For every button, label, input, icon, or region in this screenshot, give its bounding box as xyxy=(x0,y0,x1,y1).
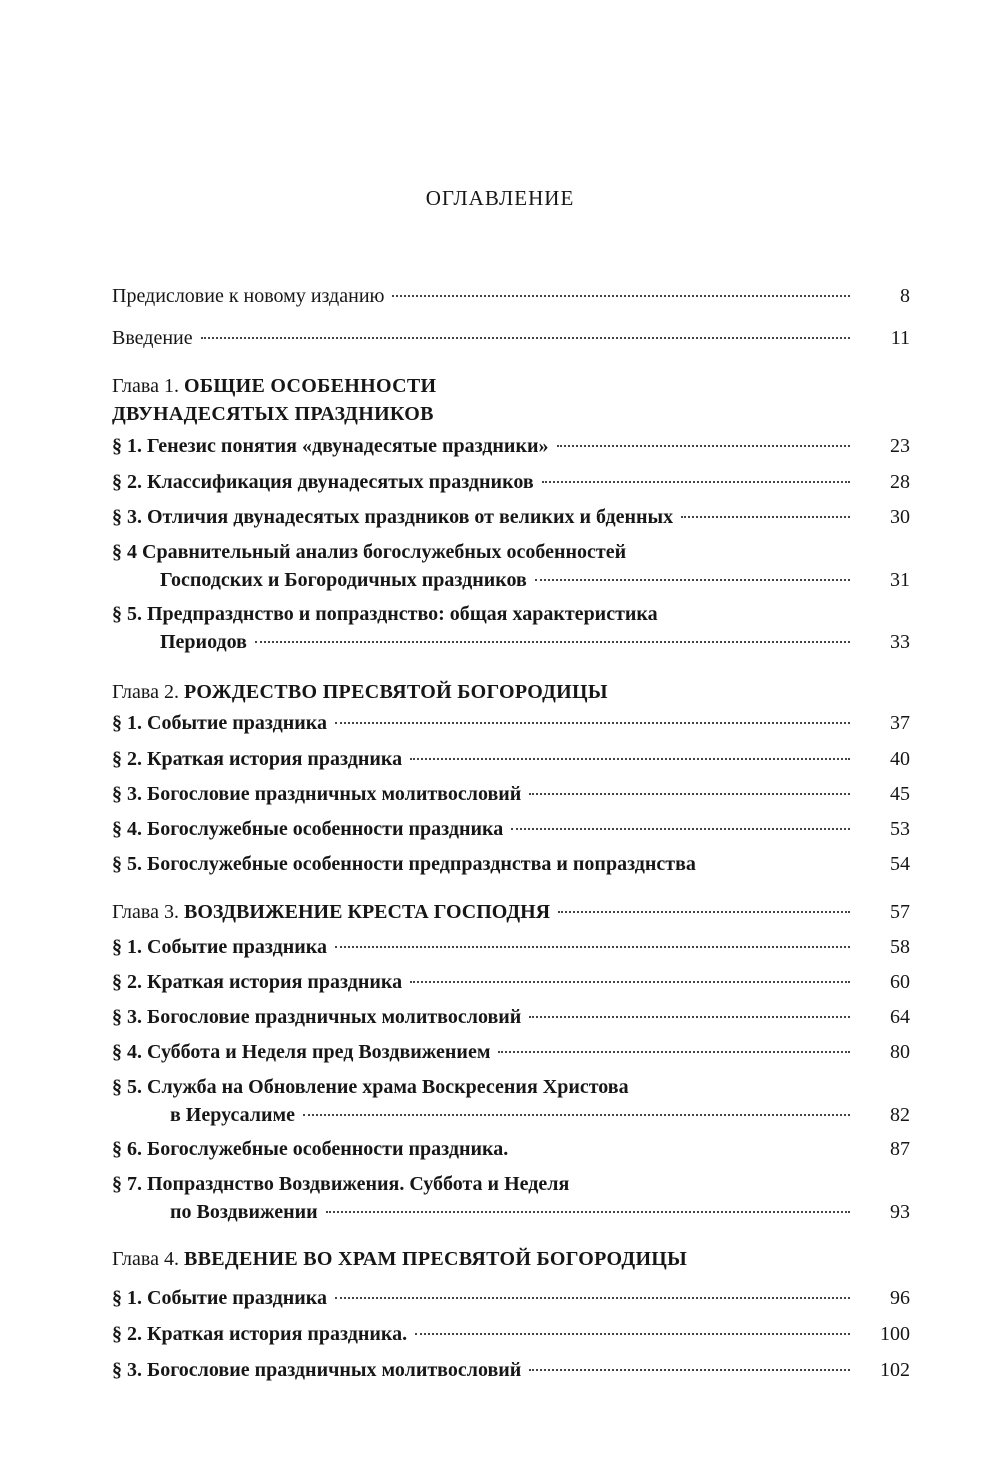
toc-entry-introduction[interactable] xyxy=(112,324,910,352)
dot-leader xyxy=(326,1211,850,1213)
dot-leader xyxy=(410,981,850,983)
entry-label: § 2. Классификация двунадесятых праздников xyxy=(112,471,534,493)
entry-label: § 7. Попразднство Воздвижения. Суббота и Неделя xyxy=(112,1173,570,1195)
chapter-title: ОБЩИЕ ОСОБЕННОСТИ xyxy=(183,375,437,397)
page-number: 11 xyxy=(890,327,910,349)
dot-leader xyxy=(335,1297,850,1299)
entry-label-line2: Периодов xyxy=(160,631,247,653)
page-number: 40 xyxy=(890,748,910,770)
entry-label: § 2. Краткая история праздника xyxy=(112,748,403,770)
chapter-title: РОЖДЕСТВО ПРЕСВЯТОЙ БОГОРОДИЦЫ xyxy=(183,681,608,703)
chapter-4-heading xyxy=(112,1245,910,1273)
entry-label: § 2. Краткая история праздника. xyxy=(112,1323,408,1345)
toc-entry-ch3-s3[interactable] xyxy=(112,1003,910,1031)
dot-leader xyxy=(255,641,850,643)
page-number: 33 xyxy=(890,631,910,653)
dot-leader xyxy=(542,481,850,483)
chapter-prefix: Глава 1. xyxy=(112,375,184,397)
page-number: 45 xyxy=(890,783,910,805)
toc-entry-ch2-s3[interactable] xyxy=(112,780,910,808)
entry-label: § 3. Богословие праздничных молитвословий xyxy=(112,1006,522,1028)
dot-leader xyxy=(410,758,850,760)
chapter-3-heading[interactable] xyxy=(112,898,910,926)
page-number: 100 xyxy=(880,1323,910,1345)
toc-entry-ch4-s1[interactable] xyxy=(112,1284,910,1312)
chapter-title-line2: ДВУНАДЕСЯТЫХ ПРАЗДНИКОВ xyxy=(112,403,434,425)
entry-label: § 3. Богословие праздничных молитвословий xyxy=(112,1359,522,1381)
dot-leader xyxy=(535,579,850,581)
page-number: 8 xyxy=(900,285,910,307)
entry-label: § 1. Событие праздника xyxy=(112,712,327,734)
dot-leader xyxy=(511,828,850,830)
page-number: 64 xyxy=(890,1006,910,1028)
dot-leader xyxy=(392,295,850,297)
page-number: 23 xyxy=(890,435,910,457)
page-number: 93 xyxy=(890,1201,910,1223)
chapter-prefix: Глава 2. xyxy=(112,681,184,703)
page-number: 28 xyxy=(890,471,910,493)
dot-leader xyxy=(558,911,850,913)
dot-leader xyxy=(681,516,850,518)
toc-entry-ch3-s2[interactable] xyxy=(112,968,910,996)
entry-label: § 1. Событие праздника xyxy=(112,1287,327,1309)
toc-entry-ch2-s2[interactable] xyxy=(112,745,910,773)
entry-label: Введение xyxy=(112,327,193,349)
toc-entry-ch3-s6[interactable] xyxy=(112,1135,910,1163)
page-number: 80 xyxy=(890,1041,910,1063)
page-number: 60 xyxy=(890,971,910,993)
chapter-title: ВОЗДВИЖЕНИЕ КРЕСТА ГОСПОДНЯ xyxy=(183,901,551,923)
dot-leader xyxy=(335,722,850,724)
page-number: 58 xyxy=(890,936,910,958)
chapter-prefix: Глава 3. xyxy=(112,901,184,923)
toc-entry-ch1-s5[interactable] xyxy=(112,600,910,656)
chapter-2-heading xyxy=(112,678,910,706)
chapter-title: ВВЕДЕНИЕ ВО ХРАМ ПРЕСВЯТОЙ БОГОРОДИЦЫ xyxy=(183,1248,688,1270)
dot-leader xyxy=(335,946,850,948)
entry-label: § 3. Отличия двунадесятых праздников от великих и бденных xyxy=(112,506,674,528)
page-number: 37 xyxy=(890,712,910,734)
toc-entry-ch4-s2[interactable] xyxy=(112,1320,910,1348)
entry-label: § 5. Богослужебные особенности предпразднства и попразднства xyxy=(112,853,696,875)
entry-label-line2: по Воздвижении xyxy=(170,1201,318,1223)
toc-entry-ch3-s5[interactable] xyxy=(112,1073,910,1129)
entry-label: § 6. Богослужебные особенности праздника. xyxy=(112,1138,509,1160)
entry-label: Предисловие к новому изданию xyxy=(112,285,385,307)
toc-entry-ch1-s1[interactable] xyxy=(112,432,910,460)
dot-leader xyxy=(303,1114,850,1116)
toc-entry-ch3-s1[interactable] xyxy=(112,933,910,961)
entry-label: § 4. Суббота и Неделя пред Воздвижением xyxy=(112,1041,491,1063)
dot-leader xyxy=(415,1333,850,1335)
toc-entry-ch2-s4[interactable] xyxy=(112,815,910,843)
toc-entry-ch2-s1[interactable] xyxy=(112,709,910,737)
dot-leader xyxy=(498,1051,850,1053)
page-number: 30 xyxy=(890,506,910,528)
toc-entry-ch3-s4[interactable] xyxy=(112,1038,910,1066)
entry-label: § 1. Событие праздника xyxy=(112,936,327,958)
entry-label: § 5. Служба на Обновление храма Воскресения Христова xyxy=(112,1076,629,1098)
dot-leader xyxy=(529,793,850,795)
toc-entry-ch3-s7[interactable] xyxy=(112,1170,910,1226)
entry-label-line2: в Иерусалиме xyxy=(170,1104,296,1126)
chapter-prefix: Глава 4. xyxy=(112,1248,184,1270)
toc-entry-ch1-s4[interactable] xyxy=(112,538,910,594)
page-number: 87 xyxy=(890,1138,910,1160)
toc-entry-preface[interactable] xyxy=(112,282,910,310)
entry-label: § 4 Сравнительный анализ богослужебных особенностей xyxy=(112,541,627,563)
dot-leader xyxy=(201,337,850,339)
toc-entry-ch1-s3[interactable] xyxy=(112,503,910,531)
page-number: 82 xyxy=(890,1104,910,1126)
entry-label: § 1. Генезис понятия «двунадесятые праздники» xyxy=(112,435,549,457)
toc-entry-ch4-s3[interactable] xyxy=(112,1356,910,1384)
entry-label: § 5. Предпразднство и попразднство: общая характеристика xyxy=(112,603,658,625)
dot-leader xyxy=(529,1369,850,1371)
page-number: 57 xyxy=(890,901,910,923)
chapter-1-heading xyxy=(112,372,910,428)
dot-leader xyxy=(529,1016,850,1018)
entry-label-line2: Господских и Богородичных праздников xyxy=(160,569,527,591)
page-number: 53 xyxy=(890,818,910,840)
entry-label: § 3. Богословие праздничных молитвословий xyxy=(112,783,522,805)
page-number: 96 xyxy=(890,1287,910,1309)
page-number: 31 xyxy=(890,569,910,591)
page-number: 102 xyxy=(880,1359,910,1381)
entry-label: § 2. Краткая история праздника xyxy=(112,971,403,993)
page-number: 54 xyxy=(890,853,910,875)
dot-leader xyxy=(557,445,851,447)
page-title: ОГЛАВЛЕНИЕ xyxy=(425,186,575,210)
toc-entry-ch2-s5[interactable] xyxy=(112,850,910,878)
toc-entry-ch1-s2[interactable] xyxy=(112,468,910,496)
entry-label: § 4. Богослужебные особенности праздника xyxy=(112,818,504,840)
